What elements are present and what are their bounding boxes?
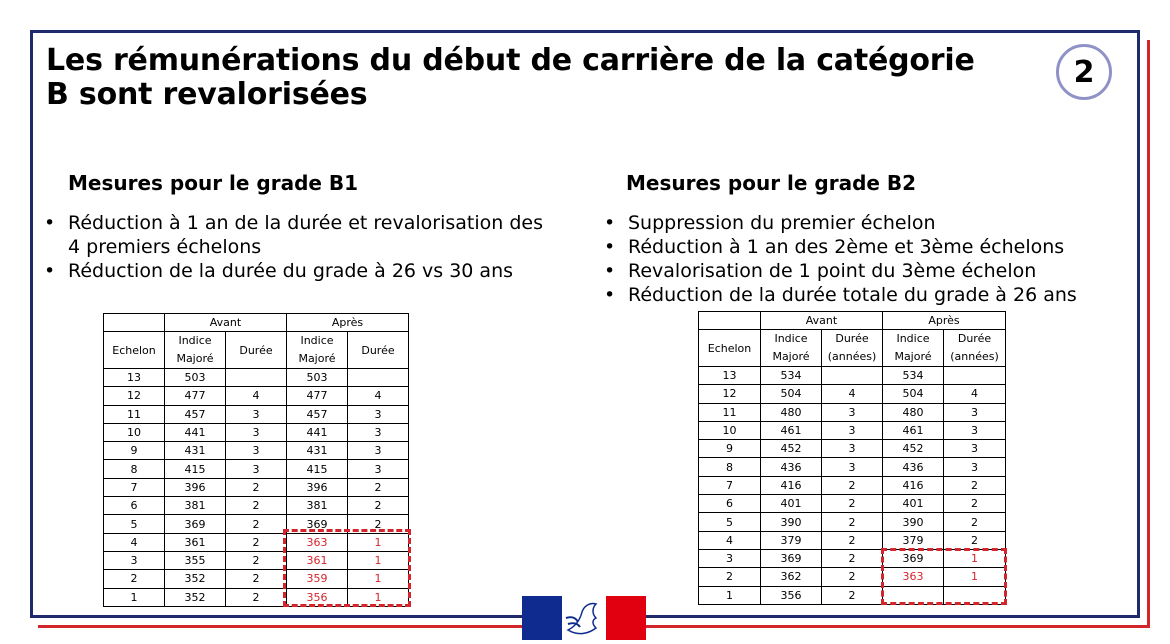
bullet-item: • Réduction à 1 an de la durée et revalorisation des 4 premiers échelons [44,211,544,259]
cell-indice-avant: 355 [165,551,226,569]
cell-echelon: 8 [699,458,761,476]
cell-duree-apres: 1 [348,588,409,606]
corner-cell [104,314,165,332]
cell-indice-apres: 452 [883,440,944,458]
cell-duree-avant: 3 [822,458,883,476]
cell-indice-apres: 379 [883,531,944,549]
cell-indice-avant: 416 [761,476,822,494]
marianne-logo [522,596,646,640]
cell-duree-apres: 4 [944,385,1006,403]
cell-duree-avant [226,369,287,387]
bullet-item: • Réduction de la durée totale du grade à 26 ans [604,283,1124,307]
cell-indice-apres: 534 [883,367,944,385]
table-row [699,476,1006,494]
cell-duree-apres: 1 [944,568,1006,586]
b1-bullet-list [44,211,544,283]
cell-duree-avant: 2 [822,495,883,513]
cell-duree-avant: 4 [226,387,287,405]
group-header-after: Après [883,312,1006,330]
cell-duree-apres: 2 [348,497,409,515]
table-row [699,421,1006,439]
cell-indice-avant: 504 [761,385,822,403]
cell-duree-apres: 3 [348,442,409,460]
b2-heading: Mesures pour le grade B2 [626,171,917,195]
cell-echelon: 2 [104,570,165,588]
cell-indice-avant: 352 [165,588,226,606]
cell-duree-avant: 2 [226,497,287,515]
group-header-before: Avant [761,312,883,330]
cell-indice-apres: 461 [883,421,944,439]
bullet-item: • Réduction de la durée du grade à 26 vs 30 ans [44,259,544,283]
cell-duree-apres: 3 [944,458,1006,476]
cell-echelon: 11 [699,403,761,421]
cell-indice-avant: 457 [165,405,226,423]
cell-duree-apres: 3 [944,440,1006,458]
b1-highlight-box [283,529,411,607]
cell-duree-avant: 3 [226,423,287,441]
cell-indice-apres: 477 [287,387,348,405]
cell-duree-avant: 3 [822,440,883,458]
cell-indice-apres: 431 [287,442,348,460]
cell-echelon: 1 [104,588,165,606]
table-row [699,385,1006,403]
cell-echelon: 5 [104,515,165,533]
cell-duree-apres: 1 [348,533,409,551]
cell-duree-apres: 3 [944,421,1006,439]
cell-indice-apres: 369 [287,515,348,533]
col-header-echelon: Echelon [104,332,165,369]
table-row [699,513,1006,531]
cell-duree-avant: 4 [822,385,883,403]
cell-indice-avant: 477 [165,387,226,405]
col-header-duree-after: Durée (années) [944,330,1006,367]
bullet-item: • Revalorisation de 1 point du 3ème échelon [604,259,1124,283]
cell-indice-avant: 461 [761,421,822,439]
cell-duree-apres: 1 [944,549,1006,567]
cell-duree-apres [944,367,1006,385]
cell-duree-avant: 3 [226,442,287,460]
col-header-duree-before: Durée [226,332,287,369]
cell-indice-avant: 480 [761,403,822,421]
cell-indice-avant: 390 [761,513,822,531]
cell-indice-apres: 441 [287,423,348,441]
cell-duree-apres: 3 [348,423,409,441]
cell-duree-apres: 2 [944,476,1006,494]
cell-indice-avant: 379 [761,531,822,549]
cell-echelon: 9 [699,440,761,458]
cell-indice-avant: 401 [761,495,822,513]
cell-indice-avant: 431 [165,442,226,460]
cell-indice-avant: 381 [165,497,226,515]
cell-indice-apres: 390 [883,513,944,531]
table-row [104,442,409,460]
cell-duree-avant: 2 [226,588,287,606]
cell-indice-apres: 359 [287,570,348,588]
bullet-item: • Suppression du premier échelon [604,211,1124,235]
cell-indice-avant: 503 [165,369,226,387]
cell-echelon: 3 [699,549,761,567]
cell-echelon: 13 [699,367,761,385]
cell-duree-avant: 2 [822,568,883,586]
cell-indice-avant: 369 [165,515,226,533]
cell-duree-avant: 2 [226,533,287,551]
cell-indice-avant: 362 [761,568,822,586]
cell-indice-avant: 396 [165,478,226,496]
page-title: Les rémunérations du début de carrière de la catégorie B sont revalorisées [46,43,975,112]
cell-duree-apres: 1 [348,570,409,588]
col-header-indice-before: Indice Majoré [165,332,226,369]
cell-echelon: 10 [699,421,761,439]
b1-heading: Mesures pour le grade B1 [68,171,359,195]
cell-echelon: 6 [699,495,761,513]
cell-echelon: 1 [699,586,761,604]
cell-indice-apres: 504 [883,385,944,403]
cell-echelon: 2 [699,568,761,586]
cell-indice-apres: 401 [883,495,944,513]
cell-indice-avant: 415 [165,460,226,478]
cell-indice-apres: 457 [287,405,348,423]
cell-echelon: 11 [104,405,165,423]
cell-indice-avant: 356 [761,586,822,604]
cell-indice-apres: 503 [287,369,348,387]
cell-duree-avant: 3 [822,421,883,439]
col-header-duree-before: Durée (années) [822,330,883,367]
cell-indice-apres: 361 [287,551,348,569]
cell-echelon: 9 [104,442,165,460]
cell-echelon: 5 [699,513,761,531]
cell-indice-apres: 356 [287,588,348,606]
cell-duree-apres: 2 [348,478,409,496]
col-header-echelon: Echelon [699,330,761,367]
cell-duree-apres: 4 [348,387,409,405]
table-row [699,495,1006,513]
cell-indice-apres: 369 [883,549,944,567]
bullet-item: • Réduction à 1 an des 2ème et 3ème échelons [604,235,1124,259]
cell-echelon: 8 [104,460,165,478]
cell-duree-apres: 2 [944,495,1006,513]
marianne-profile-icon [562,596,606,640]
table-row [104,387,409,405]
cell-echelon: 13 [104,369,165,387]
cell-echelon: 12 [104,387,165,405]
table-row [104,405,409,423]
cell-indice-avant: 441 [165,423,226,441]
table-row [104,423,409,441]
cell-duree-apres: 2 [944,531,1006,549]
cell-duree-apres: 2 [348,515,409,533]
cell-echelon: 6 [104,497,165,515]
cell-indice-apres: 480 [883,403,944,421]
b2-bullet-list [604,211,1124,307]
cell-duree-avant [822,367,883,385]
cell-duree-avant: 2 [226,515,287,533]
cell-indice-avant: 361 [165,533,226,551]
cell-echelon: 10 [104,423,165,441]
cell-duree-avant: 3 [822,403,883,421]
cell-indice-apres: 396 [287,478,348,496]
cell-echelon: 4 [699,531,761,549]
cell-duree-avant: 3 [226,405,287,423]
cell-duree-avant: 2 [226,478,287,496]
table-row [699,440,1006,458]
cell-indice-avant: 534 [761,367,822,385]
table-row [699,531,1006,549]
group-header-before: Avant [165,314,287,332]
cell-indice-avant: 352 [165,570,226,588]
cell-indice-apres: 363 [287,533,348,551]
table-row [104,497,409,515]
table-row [699,403,1006,421]
cell-indice-apres: 381 [287,497,348,515]
cell-duree-avant: 2 [822,586,883,604]
cell-indice-avant: 436 [761,458,822,476]
cell-indice-apres: 436 [883,458,944,476]
cell-echelon: 7 [699,476,761,494]
cell-duree-apres: 2 [944,513,1006,531]
cell-echelon: 12 [699,385,761,403]
cell-duree-avant: 2 [226,551,287,569]
cell-indice-apres: 363 [883,568,944,586]
cell-duree-avant: 2 [822,476,883,494]
group-header-after: Après [287,314,409,332]
col-header-indice-before: Indice Majoré [761,330,822,367]
cell-indice-avant: 452 [761,440,822,458]
cell-duree-avant: 2 [226,570,287,588]
cell-duree-avant: 3 [226,460,287,478]
cell-indice-apres: 415 [287,460,348,478]
cell-indice-apres: 416 [883,476,944,494]
table-row [104,369,409,387]
slide-number-badge: 2 [1056,44,1112,100]
cell-duree-apres: 3 [348,460,409,478]
cell-echelon: 4 [104,533,165,551]
cell-duree-apres: 3 [944,403,1006,421]
b2-highlight-box [881,548,1007,605]
cell-duree-avant: 2 [822,513,883,531]
cell-duree-avant: 2 [822,531,883,549]
cell-duree-apres: 3 [348,405,409,423]
cell-duree-apres: 1 [348,551,409,569]
cell-duree-avant: 2 [822,549,883,567]
cell-echelon: 7 [104,478,165,496]
col-header-indice-after: Indice Majoré [287,332,348,369]
table-row [104,460,409,478]
table-row [104,478,409,496]
cell-indice-avant: 369 [761,549,822,567]
table-row [699,367,1006,385]
col-header-indice-after: Indice Majoré [883,330,944,367]
corner-cell [699,312,761,330]
table-row [699,458,1006,476]
cell-echelon: 3 [104,551,165,569]
col-header-duree-after: Durée [348,332,409,369]
cell-duree-apres [348,369,409,387]
